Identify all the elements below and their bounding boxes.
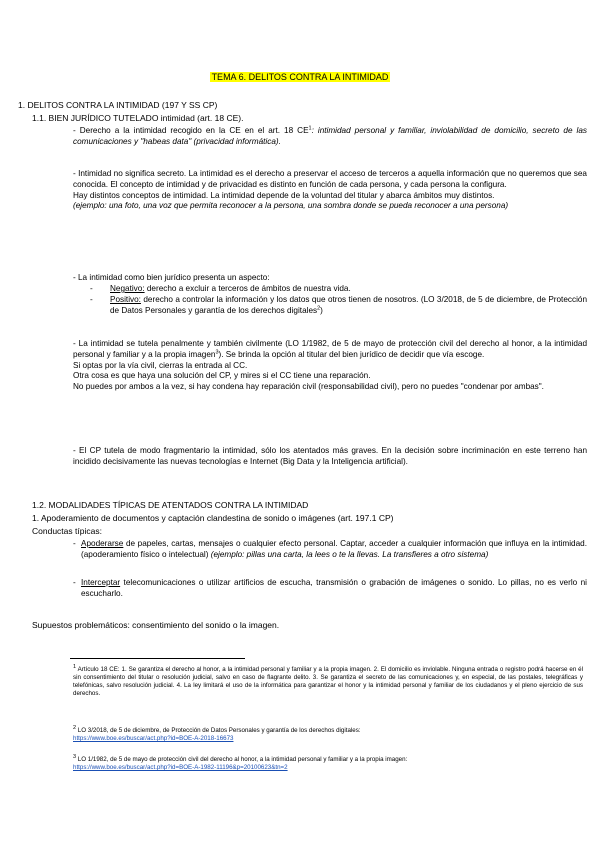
footnote-3-link[interactable]: https://www.boe.es/buscar/act.php?id=BOE-A-1982-11196&p=20100623&tn=2	[73, 764, 288, 771]
section-heading-1-1: 1.1. BIEN JURÍDICO TUTELADO intimidad (art. 18 CE).	[32, 113, 244, 123]
list-item-positivo: - Positivo: derecho a controlar la información y los datos que otros tienen de nosotros. (LO 3/2018, de 5 de diciembre, de Protección de Datos Personales y garantía de los derechos digitales$^2$)	[90, 295, 587, 315]
paragraph-tutela: - La intimidad se tutela penalmente y también civilmente (LO 1/1982, de 5 de mayo de protección civil del derecho al honor, a la intimidad personal y familiar y a la propia imagen$^3$). Se brinda la opción al titular del bien jurídico de decidir que vía escoge. Si optas por la vía civil, cierras la entrada al CC. Otra cosa es que haya una solución del CP, y mires si el CC tiene una reparación. No puedes por ambos a la vez, si hay condena hay reparación civil (responsabilidad civil), pero no puedes "condenar por ambas".	[73, 339, 587, 392]
section-heading-1: 1. DELITOS CONTRA LA INTIMIDAD (197 Y SS CP)	[18, 100, 218, 110]
subsection-apoderamiento: 1. Apoderamiento de documentos y captación clandestina de sonido o imágenes (art. 197.1 CP)	[32, 513, 394, 523]
footnote-3: $^3$ LO 1/1982, de 5 de mayo de protección civil del derecho al honor, a la intimidad personal y familiar y a la propia imagen: https://www.boe.es/buscar/act.php?id=BOE-A-1982-11196&p=20100623&tn=2	[73, 753, 408, 771]
paragraph-derecho: - Derecho a la intimidad recogido en la CE en el art. 18 $CE^1$: intimidad personal y familiar, inviolabilidad de domicilio, secreto de las comunicaciones y "habeas data" (privacidad informática).	[73, 125, 587, 146]
footnote-2: $^2$ LO 3/2018, de 5 de diciembre, de Protección de Datos Personales y garantía de los derechos digitales: https://www.boe.es/buscar/act.php?id=BOE-A-2018-16673	[73, 724, 361, 742]
conductas-label: Conductas típicas:	[32, 526, 102, 536]
section-heading-1-2: 1.2. MODALIDADES TÍPICAS DE ATENTADOS CONTRA LA INTIMIDAD	[32, 500, 309, 510]
page-title: TEMA 6. DELITOS CONTRA LA INTIMIDAD	[211, 72, 389, 82]
list-item-apoderarse: - Apoderarse de papeles, cartas, mensajes o cualquier efecto personal. Captar, acceder a cualquier información que influya en la intimidad. (apoderamiento físico o intelectual) (ejemplo: pillas una carta, la lees o te la llevas. La transfieres a otro sistema)	[73, 539, 587, 559]
footnote-2-link[interactable]: https://www.boe.es/buscar/act.php?id=BOE-A-2018-16673	[73, 735, 234, 742]
footnote-separator	[70, 658, 245, 659]
paragraph-aspecto: - La intimidad como bien jurídico presenta un aspecto:	[73, 273, 270, 282]
paragraph-intimidad: - Intimidad no significa secreto. La intimidad es el derecho a preservar el acceso de terceros a aquella información que no queremos que sea conocida. El concepto de intimidad y de privacidad es distinto en función de cada persona, y cada persona la configura. Hay distintos conceptos de intimidad. La intimidad depende de la voluntad del titular y abarca ámbitos muy distintos. (ejemplo: una foto, una voz que permita reconocer a la persona, una sombra donde se pueda reconocer a una persona)	[73, 169, 587, 211]
list-item-negativo: - Negativo: derecho a excluir a terceros de ámbitos de nuestra vida.	[90, 284, 351, 293]
supuestos-problematicos: Supuestos problemáticos: consentimiento del sonido o la imagen.	[32, 620, 280, 630]
footnote-1: $^1$ Artículo 18 CE: 1. Se garantiza el derecho al honor, a la intimidad personal y familiar y a la propia imagen. 2. El domicilio es inviolable. Ninguna entrada o registro podrá hacerse en él sin consentimiento del titular o resolución judicial, salvo en caso de flagrante delito. 3. Se garantiza el secreto de las comunicaciones y, en especial, de las postales, telegráficas y telefónicas, salvo resolución judicial. 4. La ley limitará el uso de la informática para garantizar el honor y la intimidad personal y familiar de los ciudadanos y el pleno ejercicio de sus derechos.	[73, 663, 583, 697]
paragraph-cp-tutela: - El CP tutela de modo fragmentario la intimidad, sólo los atentados más graves. En la decisión sobre incriminación en este terreno han incidido decisivamente las nuevas tecnologías e Internet (Big Data y la Inteligencia artificial).	[73, 446, 587, 466]
list-item-interceptar: - Interceptar telecomunicaciones o utilizar artificios de escucha, transmisión o grabación de imágenes o sonido. Lo pillas, no es verlo ni escucharlo.	[73, 578, 587, 598]
